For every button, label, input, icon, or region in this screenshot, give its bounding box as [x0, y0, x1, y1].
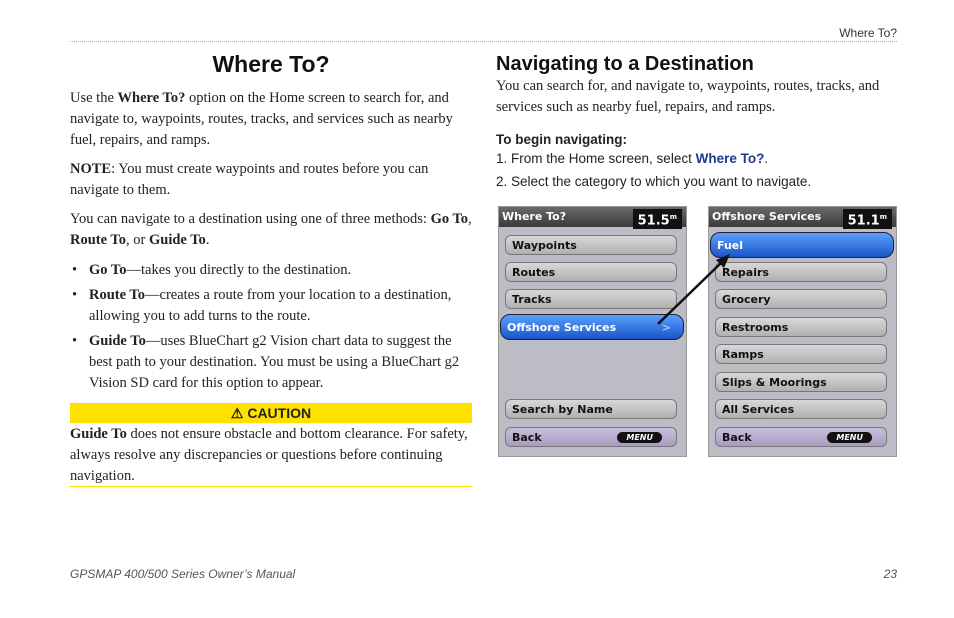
procedure-title: To begin navigating: [496, 132, 627, 147]
repairs-button[interactable]: Repairs [715, 262, 887, 282]
screen-title-bar: Offshore Services 51.1$^m$ [709, 207, 896, 227]
section-intro: You can search for, and navigate to, waypoints, routes, tracks, and services such as nearby fuel, repairs, and ramps. [496, 78, 880, 115]
restrooms-button[interactable]: Restrooms [715, 317, 887, 337]
depth-readout: 51.1$^m$ [843, 209, 892, 229]
running-header: Where To? [839, 26, 897, 40]
bullet-go-to: • Go To—takes you directly to the destination. [72, 262, 352, 278]
waypoints-button[interactable]: Waypoints [505, 235, 677, 255]
all-services-button[interactable]: All Services [715, 399, 887, 419]
chevron-right-icon: > [661, 321, 671, 334]
depth-readout: 51.5$^m$ [633, 209, 682, 229]
page-title: Where To? [212, 51, 330, 77]
caution-text: Guide To does not ensure obstacle and bottom clearance. For safety, always resolve any discrepancies or questions before continuing navigation. [70, 426, 468, 484]
caution-banner: ⚠ CAUTION [70, 403, 472, 423]
step-1: 1. From the Home screen, select Where To?. [496, 151, 769, 166]
page-number: 23 [883, 567, 897, 581]
search-by-name-button[interactable]: Search by Name [505, 399, 677, 419]
warning-icon: ⚠ [230, 405, 244, 421]
note-paragraph: NOTE: You must create waypoints and routes before you can navigate to them. [70, 161, 429, 198]
routes-button[interactable]: Routes [505, 262, 677, 282]
menu-key: MENU [827, 432, 872, 443]
fuel-button[interactable]: Fuel [710, 232, 894, 258]
step-2: 2. Select the category to which you want to navigate. [496, 174, 812, 189]
offshore-services-button[interactable]: Offshore Services > [500, 314, 684, 340]
bullet-guide-to: • Guide To—uses BlueChart g2 Vision chart data to suggest the best path to your destination. You must be using a BlueChart g2 Vision SD card for this option to appear. [72, 333, 460, 391]
bullet-route-to: • Route To—creates a route from your location to a destination, allowing you to add turns to the route. [72, 287, 452, 324]
screen-title-bar: Where To? 51.5$^m$ [499, 207, 686, 227]
back-button[interactable]: Back MENU [715, 427, 887, 447]
grocery-button[interactable]: Grocery [715, 289, 887, 309]
tracks-button[interactable]: Tracks [505, 289, 677, 309]
menu-key: MENU [617, 432, 662, 443]
ramps-button[interactable]: Ramps [715, 344, 887, 364]
intro-paragraph: Use the Where To? option on the Home screen to search for, and navigate to, waypoints, routes, tracks, and services such as nearby fuel, repairs, and ramps. [70, 90, 453, 148]
section-title: Navigating to a Destination [496, 53, 754, 75]
slips-moorings-button[interactable]: Slips & Moorings [715, 372, 887, 392]
back-button[interactable]: Back MENU [505, 427, 677, 447]
footer-manual-title: GPSMAP 400/500 Series Owner’s Manual [70, 567, 296, 581]
methods-paragraph: You can navigate to a destination using one of three methods: Go To, Route To, or Guide To. [70, 211, 472, 248]
